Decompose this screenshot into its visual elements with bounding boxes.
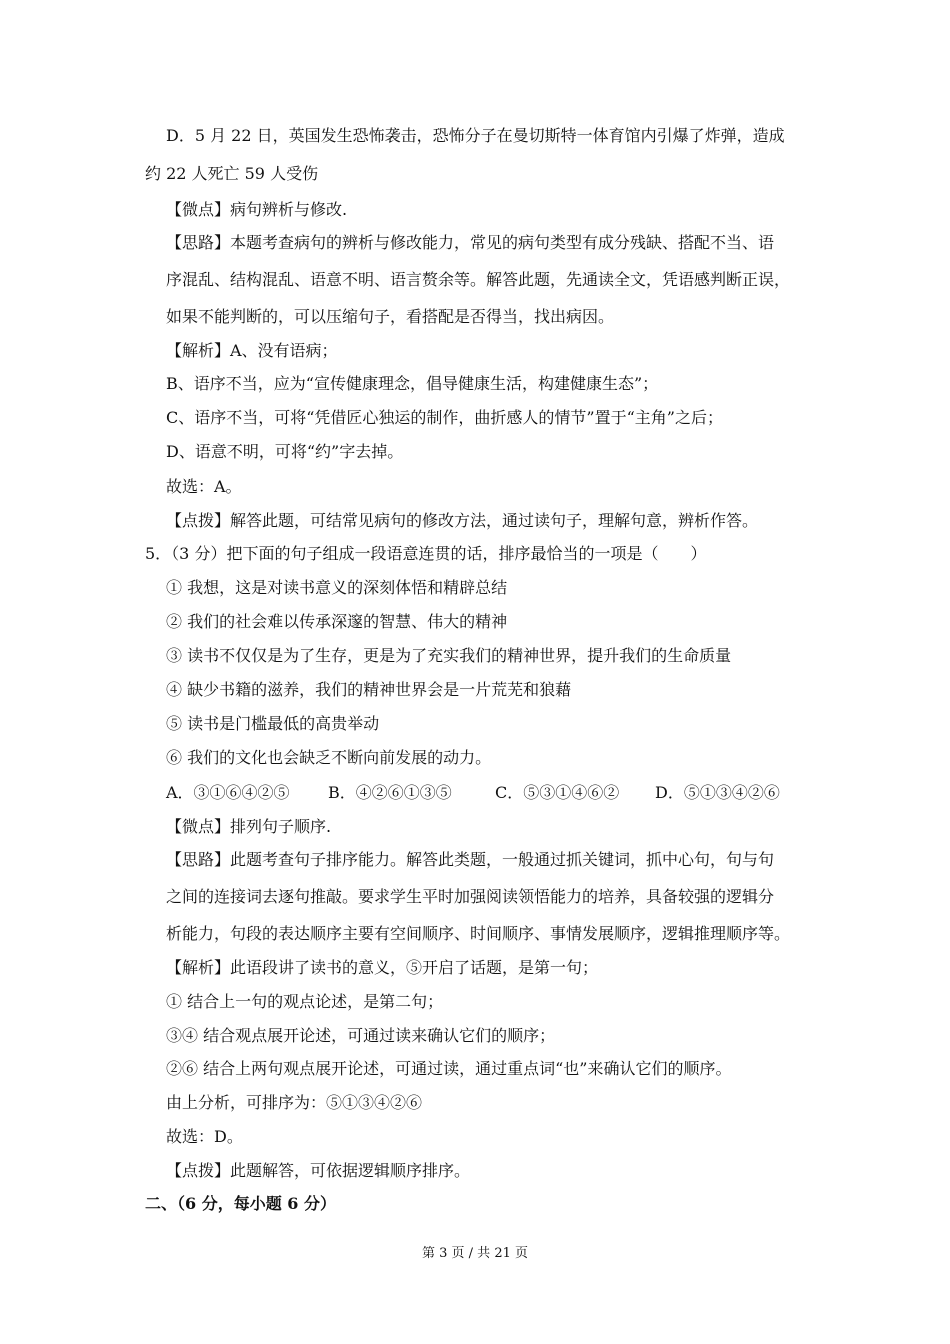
weidian-text: 【微点】排列句子顺序. bbox=[166, 817, 332, 836]
option-b: B．④②⑥①③⑤ bbox=[328, 783, 452, 802]
jiexi-line-2: ① 结合上一句的观点论述，是第二句； bbox=[166, 992, 444, 1011]
dianbo-text: 【点拨】此题解答，可依据逻辑顺序排序。 bbox=[166, 1161, 471, 1180]
silu-line-2: 之间的连接词去逐句推敲。要求学生平时加强阅读领悟能力的培养，具备较强的逻辑分 bbox=[166, 887, 775, 906]
silu-line-2: 序混乱、结构混乱、语意不明、语言赘余等。解答此题，先通读全文，凭语感判断正误， bbox=[166, 270, 791, 289]
jiexi-a: 【解析】A、没有语病； bbox=[166, 341, 338, 360]
option-d: D．⑤①③④②⑥ bbox=[655, 783, 780, 802]
question-5-stem: 5．（3 分）把下面的句子组成一段语意连贯的话，排序最恰当的一项是（ ） bbox=[145, 544, 707, 563]
sentence-item: ② 我们的社会难以传承深邃的智慧、伟大的精神 bbox=[166, 612, 508, 631]
jiexi-c: C、语序不当，可将“凭借匠心独运的制作，曲折感人的情节”置于“主角”之后； bbox=[166, 408, 723, 427]
answer-text: 故选：A。 bbox=[166, 477, 242, 496]
option-a: A．③①⑥④②⑤ bbox=[166, 783, 290, 802]
option-c: C．⑤③①④⑥② bbox=[495, 783, 620, 802]
jiexi-line-5: 由上分析，可排序为：⑤①③④②⑥ bbox=[166, 1093, 423, 1112]
dianbo-text: 【点拨】解答此题，可结常见病句的修改方法，通过读句子，理解句意，辨析作答。 bbox=[166, 511, 759, 530]
sentence-item: ③ 读书不仅仅是为了生存，更是为了充实我们的精神世界，提升我们的生命质量 bbox=[166, 646, 732, 665]
sentence-item: ⑤ 读书是门槛最低的高贵举动 bbox=[166, 714, 380, 733]
weidian-text: 【微点】病句辨析与修改. bbox=[166, 200, 348, 219]
jiexi-line-4: ②⑥ 结合上两句观点展开论述，可通过读，通过重点词“也”来确认它们的顺序。 bbox=[166, 1059, 732, 1078]
option-d-line-1: D．5 月 22 日，英国发生恐怖袭击，恐怖分子在曼切斯特一体育馆内引爆了炸弹，造成 bbox=[166, 126, 785, 145]
silu-line-1: 【思路】本题考查病句的辨析与修改能力，常见的病句类型有成分残缺、搭配不当、语 bbox=[166, 233, 775, 252]
silu-line-3: 如果不能判断的，可以压缩句子，看搭配是否得当，找出病因。 bbox=[166, 307, 615, 326]
answer-text: 故选：D。 bbox=[166, 1127, 243, 1146]
jiexi-d: D、语意不明，可将“约”字去掉。 bbox=[166, 442, 404, 461]
sentence-item: ① 我想，这是对读书意义的深刻体悟和精辟总结 bbox=[166, 578, 508, 597]
section-heading: 二、（6 分，每小题 6 分） bbox=[145, 1194, 336, 1213]
jiexi-line-3: ③④ 结合观点展开论述，可通过读来确认它们的顺序； bbox=[166, 1026, 556, 1045]
sentence-item: ⑥ 我们的文化也会缺乏不断向前发展的动力。 bbox=[166, 748, 492, 767]
jiexi-b: B、语序不当，应为“宣传健康理念，倡导健康生活，构建健康生态”； bbox=[166, 374, 659, 393]
jiexi-line-1: 【解析】此语段讲了读书的意义，⑤开启了话题，是第一句； bbox=[166, 958, 599, 977]
page-number: 第 3 页 / 共 21 页 bbox=[422, 1246, 528, 1261]
silu-line-1: 【思路】此题考查句子排序能力。解答此类题，一般通过抓关键词，抓中心句，句与句 bbox=[166, 850, 775, 869]
sentence-item: ④ 缺少书籍的滋养，我们的精神世界会是一片荒芜和狼藉 bbox=[166, 680, 572, 699]
silu-line-3: 析能力，句段的表达顺序主要有空间顺序、时间顺序、事情发展顺序，逻辑推理顺序等。 bbox=[166, 924, 791, 943]
option-d-line-2: 约 22 人死亡 59 人受伤 bbox=[145, 164, 319, 183]
